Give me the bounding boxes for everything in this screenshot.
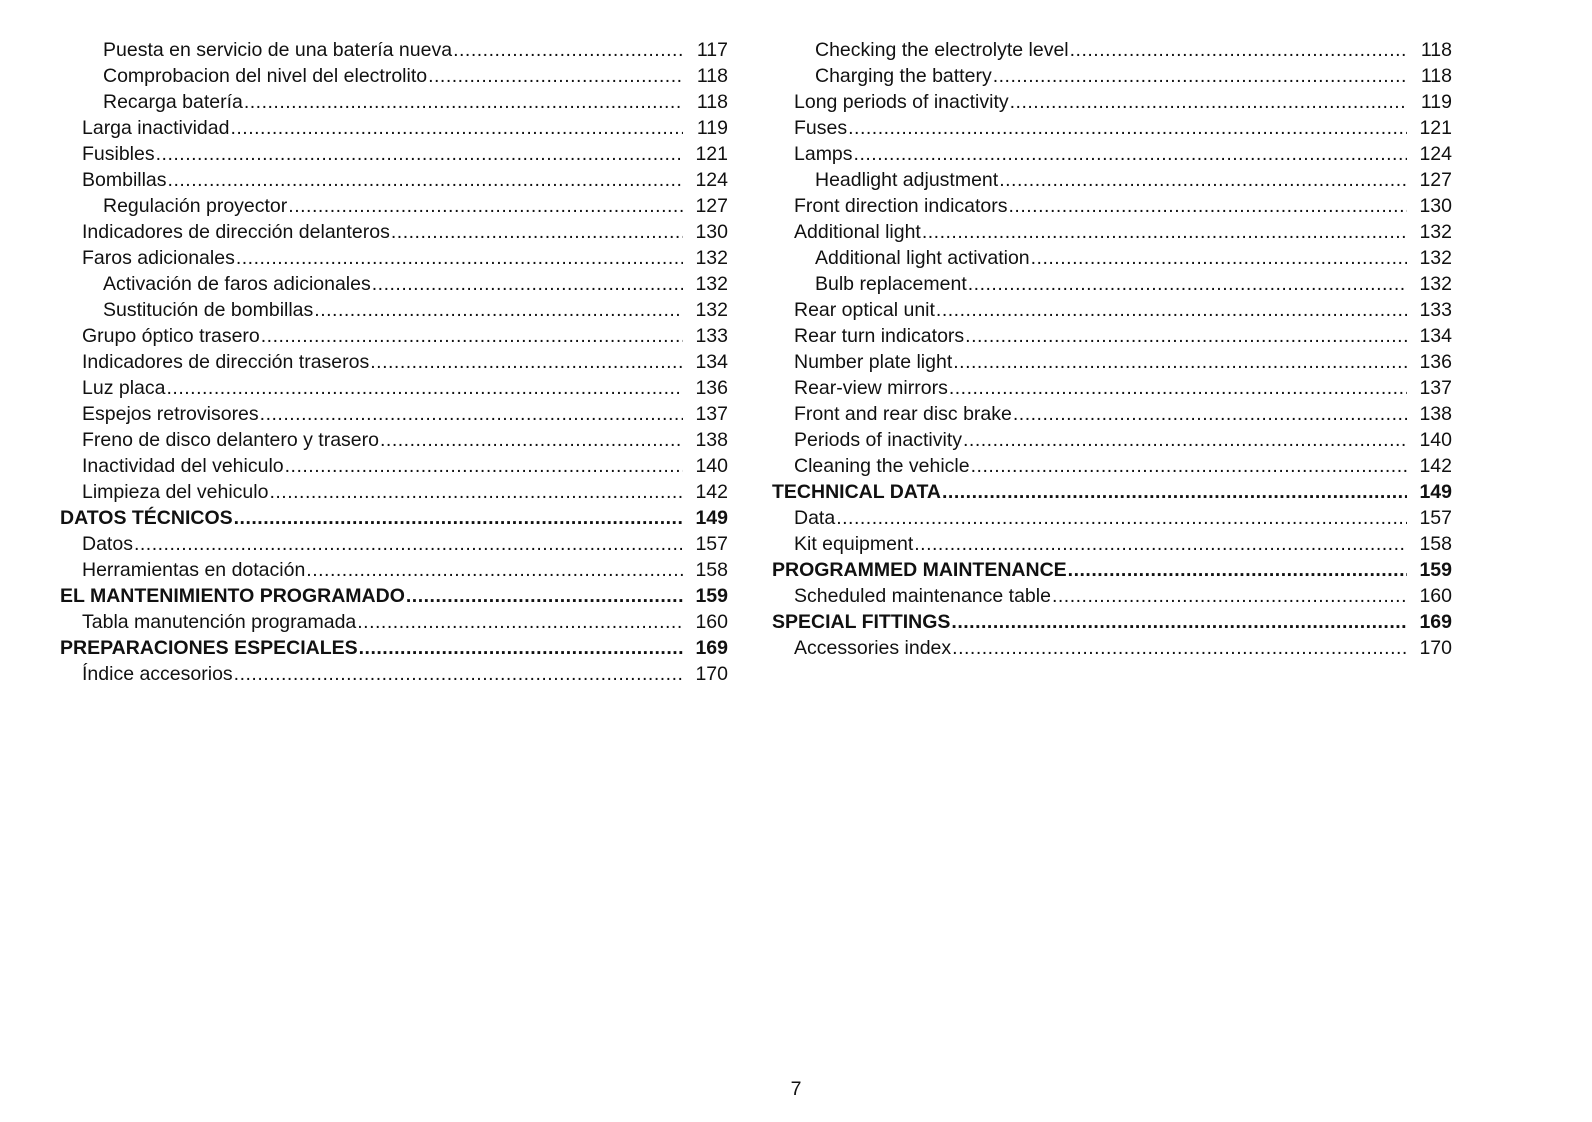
toc-entry[interactable]: [772, 635, 1452, 661]
toc-entry-title: Periods of inactivity: [794, 429, 962, 451]
toc-entry[interactable]: [60, 245, 728, 271]
toc-entry-page: 159: [1419, 559, 1452, 581]
toc-entry-title: Tabla manutención programada: [82, 611, 357, 633]
toc-entry-page: 158: [1419, 533, 1452, 555]
toc-entry-page: 160: [695, 611, 728, 633]
toc-entry[interactable]: [60, 427, 728, 453]
toc-entry-page: 159: [695, 585, 728, 607]
dot-leader: [836, 505, 1407, 531]
toc-entry-page: 118: [1420, 39, 1452, 61]
toc-entry-page: 170: [695, 663, 728, 685]
toc-entry[interactable]: [60, 193, 728, 219]
toc-entry[interactable]: [772, 37, 1452, 63]
toc-entry[interactable]: [60, 167, 728, 193]
toc-entry-title: Accessories index: [794, 637, 952, 659]
toc-entry-title: Scheduled maintenance table: [794, 585, 1051, 607]
dot-leader: [370, 349, 683, 375]
dot-leader: [234, 505, 683, 531]
toc-entry[interactable]: [772, 427, 1452, 453]
toc-entry[interactable]: [60, 505, 728, 531]
toc-entry[interactable]: [772, 271, 1452, 297]
toc-entry[interactable]: [772, 63, 1452, 89]
toc-entry[interactable]: [772, 557, 1452, 583]
toc-entry[interactable]: [772, 453, 1452, 479]
toc-entry[interactable]: [60, 453, 728, 479]
dot-leader: [134, 531, 683, 557]
toc-entry-page: 130: [1419, 195, 1452, 217]
toc-entry-page: 137: [695, 403, 728, 425]
dot-leader: [999, 167, 1407, 193]
toc-entry-page: 118: [696, 91, 728, 113]
dot-leader: [1068, 557, 1407, 583]
dot-leader: [230, 115, 683, 141]
toc-entry[interactable]: [772, 141, 1452, 167]
toc-entry-page: 127: [695, 195, 728, 217]
dot-leader: [963, 427, 1407, 453]
toc-entry[interactable]: [772, 89, 1452, 115]
dot-leader: [306, 557, 683, 583]
toc-entry-title: DATOS TÉCNICOS: [60, 507, 233, 529]
toc-entry-page: 140: [1419, 429, 1452, 451]
toc-entry-page: 136: [695, 377, 728, 399]
toc-entry[interactable]: [60, 297, 728, 323]
dot-leader: [848, 115, 1407, 141]
dot-leader: [261, 323, 683, 349]
toc-entry-title: Regulación proyector: [103, 195, 288, 217]
dot-leader: [971, 453, 1407, 479]
toc-entry-page: 121: [1419, 117, 1452, 139]
toc-entry[interactable]: [772, 531, 1452, 557]
toc-entry-title: Additional light: [794, 221, 921, 243]
toc-entry-title: Indicadores de dirección delanteros: [82, 221, 390, 243]
dot-leader: [914, 531, 1407, 557]
dot-leader: [359, 635, 683, 661]
toc-entry-title: Rear turn indicators: [794, 325, 965, 347]
toc-entry[interactable]: [60, 401, 728, 427]
toc-entry-page: 124: [1419, 143, 1452, 165]
toc-entry[interactable]: [772, 583, 1452, 609]
toc-entry-page: 170: [1419, 637, 1452, 659]
toc-entry[interactable]: [772, 219, 1452, 245]
toc-entry[interactable]: [772, 297, 1452, 323]
toc-entry-page: 118: [696, 65, 728, 87]
toc-entry-page: 132: [695, 299, 728, 321]
toc-entry-title: Activación de faros adicionales: [103, 273, 371, 295]
dot-leader: [1070, 37, 1407, 63]
toc-entry-page: 132: [1419, 273, 1452, 295]
toc-entry[interactable]: [60, 661, 728, 687]
toc-entry[interactable]: [772, 349, 1452, 375]
toc-entry-page: 138: [1419, 403, 1452, 425]
toc-entry-title: Comprobacion del nivel del electrolito: [103, 65, 428, 87]
dot-leader: [236, 245, 683, 271]
toc-entry-page: 158: [695, 559, 728, 581]
toc-entry-page: 132: [695, 247, 728, 269]
dot-leader: [1013, 401, 1407, 427]
toc-entry-page: 160: [1419, 585, 1452, 607]
toc-entry-title: Checking the electrolyte level: [815, 39, 1069, 61]
toc-entry[interactable]: [772, 479, 1452, 505]
toc-entry[interactable]: [60, 141, 728, 167]
dot-leader: [953, 349, 1407, 375]
toc-entry-title: Bombillas: [82, 169, 167, 191]
toc-entry-title: TECHNICAL DATA: [772, 481, 941, 503]
toc-entry-title: Larga inactividad: [82, 117, 230, 139]
dot-leader: [357, 609, 683, 635]
toc-entry[interactable]: [60, 219, 728, 245]
page-number: 7: [790, 1078, 802, 1100]
toc-entry[interactable]: [772, 505, 1452, 531]
toc-entry-title: Front and rear disc brake: [794, 403, 1012, 425]
dot-leader: [285, 453, 683, 479]
toc-entry[interactable]: [60, 89, 728, 115]
toc-entry-page: 119: [696, 117, 728, 139]
toc-entry-title: EL MANTENIMIENTO PROGRAMADO: [60, 585, 405, 607]
toc-entry[interactable]: [772, 401, 1452, 427]
toc-entry-title: Grupo óptico trasero: [82, 325, 260, 347]
toc-entry-page: 134: [1419, 325, 1452, 347]
toc-entry-page: 142: [1419, 455, 1452, 477]
toc-entry-title: PREPARACIONES ESPECIALES: [60, 637, 358, 659]
toc-entry-page: 117: [696, 39, 728, 61]
toc-entry[interactable]: [772, 323, 1452, 349]
toc-entry[interactable]: [772, 115, 1452, 141]
toc-entry-page: 124: [695, 169, 728, 191]
toc-column-english: [772, 37, 1452, 661]
dot-leader: [922, 219, 1407, 245]
dot-leader: [1010, 89, 1407, 115]
toc-entry-page: 132: [695, 273, 728, 295]
toc-entry-title: Fusibles: [82, 143, 155, 165]
toc-entry-title: Limpieza del vehiculo: [82, 481, 269, 503]
toc-entry[interactable]: [60, 63, 728, 89]
dot-leader: [269, 479, 683, 505]
toc-entry-page: 140: [695, 455, 728, 477]
toc-entry[interactable]: [60, 375, 728, 401]
dot-leader: [942, 479, 1407, 505]
toc-entry[interactable]: [60, 479, 728, 505]
toc-entry[interactable]: [60, 557, 728, 583]
toc-entry-title: Rear optical unit: [794, 299, 935, 321]
dot-leader: [993, 63, 1407, 89]
toc-entry[interactable]: [772, 245, 1452, 271]
dot-leader: [453, 37, 683, 63]
toc-entry-page: 132: [1419, 247, 1452, 269]
toc-entry-title: Datos: [82, 533, 133, 555]
dot-leader: [1031, 245, 1407, 271]
dot-leader: [244, 89, 683, 115]
dot-leader: [168, 167, 683, 193]
toc-entry-page: 133: [1419, 299, 1452, 321]
dot-leader: [951, 609, 1407, 635]
dot-leader: [968, 271, 1407, 297]
toc-entry[interactable]: [60, 271, 728, 297]
toc-entry[interactable]: [60, 349, 728, 375]
dot-leader: [288, 193, 683, 219]
toc-entry-title: Cleaning the vehicle: [794, 455, 970, 477]
toc-entry-title: Puesta en servicio de una batería nueva: [103, 39, 453, 61]
toc-entry[interactable]: [772, 609, 1452, 635]
dot-leader: [314, 297, 683, 323]
toc-entry-title: Sustitución de bombillas: [103, 299, 314, 321]
toc-entry-page: 130: [695, 221, 728, 243]
toc-entry-page: 127: [1419, 169, 1452, 191]
toc-entry-page: 157: [1419, 507, 1452, 529]
dot-leader: [372, 271, 683, 297]
toc-entry[interactable]: [60, 531, 728, 557]
toc-entry-page: 157: [695, 533, 728, 555]
toc-entry-title: PROGRAMMED MAINTENANCE: [772, 559, 1067, 581]
toc-entry-title: Espejos retrovisores: [82, 403, 259, 425]
toc-entry-page: 134: [695, 351, 728, 373]
toc-entry-title: Lamps: [794, 143, 853, 165]
dot-leader: [391, 219, 683, 245]
dot-leader: [234, 661, 683, 687]
dot-leader: [380, 427, 683, 453]
toc-entry-title: Faros adicionales: [82, 247, 235, 269]
toc-entry-title: Bulb replacement: [815, 273, 967, 295]
toc-entry-title: Inactividad del vehiculo: [82, 455, 284, 477]
toc-entry-title: Additional light activation: [815, 247, 1030, 269]
toc-entry[interactable]: [60, 635, 728, 661]
toc-entry-page: 132: [1419, 221, 1452, 243]
toc-entry[interactable]: [772, 375, 1452, 401]
dot-leader: [260, 401, 683, 427]
toc-entry[interactable]: [772, 167, 1452, 193]
toc-entry-title: Kit equipment: [794, 533, 914, 555]
dot-leader: [1052, 583, 1407, 609]
dot-leader: [166, 375, 683, 401]
toc-entry-title: Fuses: [794, 117, 848, 139]
toc-entry-title: Charging the battery: [815, 65, 992, 87]
toc-entry[interactable]: [60, 583, 728, 609]
toc-entry-title: Índice accesorios: [82, 663, 233, 685]
toc-entry-title: Freno de disco delantero y trasero: [82, 429, 379, 451]
toc-entry-title: Rear-view mirrors: [794, 377, 948, 399]
dot-leader: [1009, 193, 1407, 219]
toc-entry[interactable]: [772, 193, 1452, 219]
toc-entry[interactable]: [60, 323, 728, 349]
dot-leader: [936, 297, 1407, 323]
toc-entry[interactable]: [60, 115, 728, 141]
toc-entry-title: Number plate light: [794, 351, 953, 373]
toc-entry-title: Data: [794, 507, 836, 529]
toc-entry-page: 119: [1420, 91, 1452, 113]
toc-entry-page: 138: [695, 429, 728, 451]
toc-entry-title: Headlight adjustment: [815, 169, 999, 191]
dot-leader: [965, 323, 1407, 349]
toc-entry-page: 169: [695, 637, 728, 659]
toc-entry-title: Recarga batería: [103, 91, 243, 113]
dot-leader: [406, 583, 683, 609]
toc-entry[interactable]: [60, 37, 728, 63]
dot-leader: [854, 141, 1407, 167]
toc-entry-page: 137: [1419, 377, 1452, 399]
dot-leader: [156, 141, 683, 167]
toc-entry-page: 142: [695, 481, 728, 503]
dot-leader: [428, 63, 683, 89]
toc-entry-page: 149: [1419, 481, 1452, 503]
toc-entry-title: SPECIAL FITTINGS: [772, 611, 951, 633]
toc-entry-page: 149: [695, 507, 728, 529]
toc-entry-page: 133: [695, 325, 728, 347]
toc-entry-page: 118: [1420, 65, 1452, 87]
toc-entry-title: Front direction indicators: [794, 195, 1008, 217]
toc-entry-title: Indicadores de dirección traseros: [82, 351, 370, 373]
toc-entry-page: 136: [1419, 351, 1452, 373]
toc-entry-title: Luz placa: [82, 377, 166, 399]
toc-entry-title: Herramientas en dotación: [82, 559, 306, 581]
toc-column-spanish: [60, 37, 728, 687]
dot-leader: [952, 635, 1407, 661]
toc-entry[interactable]: [60, 609, 728, 635]
toc-entry-page: 121: [695, 143, 728, 165]
dot-leader: [949, 375, 1407, 401]
toc-entry-title: Long periods of inactivity: [794, 91, 1009, 113]
toc-entry-page: 169: [1419, 611, 1452, 633]
